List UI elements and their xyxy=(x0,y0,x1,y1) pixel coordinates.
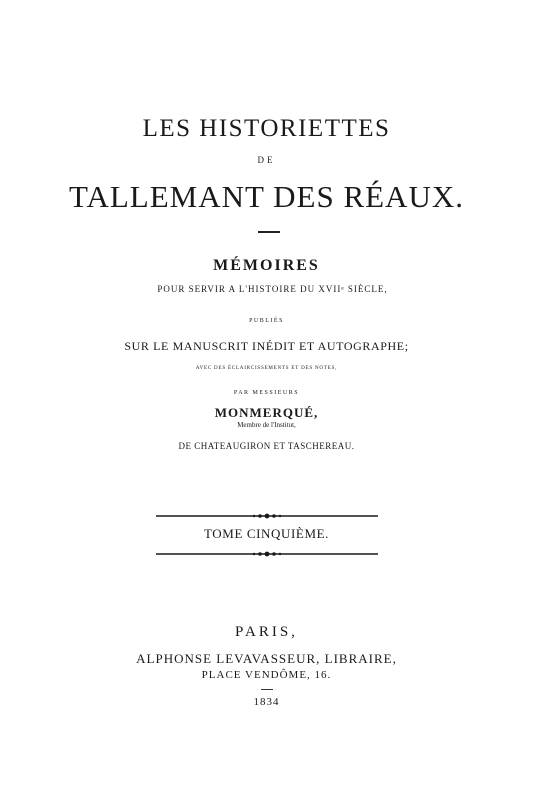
manuscript-line: SUR LE MANUSCRIT INÉDIT ET AUTOGRAPHE; xyxy=(124,339,409,353)
ornamental-rule-bottom xyxy=(0,550,533,558)
subtitle-memoires: MÉMOIRES xyxy=(213,257,320,274)
mini-rule-divider xyxy=(261,689,273,690)
ornamental-rule-top xyxy=(0,512,533,520)
imprint-publisher: ALPHONSE LEVAVASSEUR, LIBRAIRE, xyxy=(136,651,397,666)
title-line-les-historiettes: LES HISTORIETTES xyxy=(142,115,391,142)
published-label: PUBLIÉS xyxy=(249,318,284,324)
title-line-de: DE xyxy=(257,155,276,165)
editors-others: DE CHATEAUGIRON ET TASCHEREAU. xyxy=(178,441,355,451)
imprint-address: PLACE VENDÔME, 16. xyxy=(201,669,332,681)
title-line-author: TALLEMANT DES RÉAUX. xyxy=(69,179,464,214)
volume-label: TOME CINQUIÈME. xyxy=(203,526,330,541)
editor-monmerque: MONMERQUÉ, xyxy=(214,405,319,420)
editors-intro: PAR MESSIEURS xyxy=(233,390,300,396)
short-rule-divider xyxy=(258,231,280,233)
imprint-place: PARIS, xyxy=(235,624,298,640)
editor-affiliation: Membre de l'Institut, xyxy=(237,421,296,429)
imprint-year: 1834 xyxy=(253,696,280,708)
notes-line: AVEC DES ÉCLAIRCISSEMENTS ET DES NOTES, xyxy=(195,366,338,371)
subtitle-purpose: POUR SERVIR A L'HISTOIRE DU XVIIᵉ SIÈCLE, xyxy=(157,284,388,294)
